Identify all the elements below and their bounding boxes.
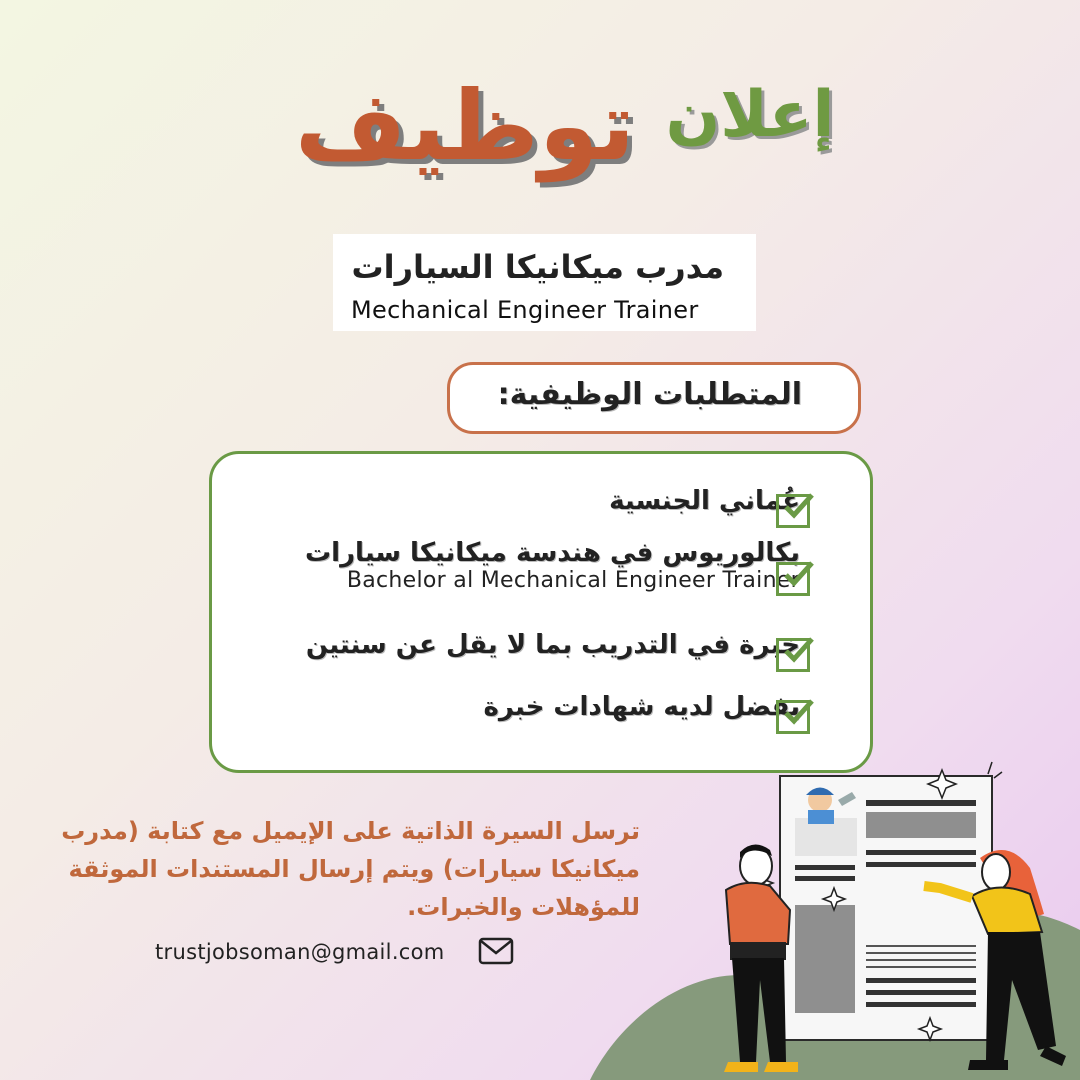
contact-email[interactable]: trustjobsoman@gmail.com	[155, 940, 445, 964]
list-item	[483, 692, 800, 722]
check-box-icon	[776, 494, 810, 528]
requirement-text-english: Bachelor al Mechanical Engineer Trainer	[346, 568, 800, 593]
mail-icon[interactable]	[478, 936, 514, 966]
hiring-title: توظيف	[294, 70, 636, 182]
requirement-text: عُماني الجنسية	[609, 486, 800, 516]
job-title-english: Mechanical Engineer Trainer	[351, 296, 699, 324]
job-title-box	[333, 234, 756, 331]
requirements-list	[209, 451, 873, 773]
application-instructions: ترسل السيرة الذاتية على الإيميل مع كتابة (مدرب ميكانيكا سيارات) ويتم إرسال المستندات الموثقة للمؤهلات والخبرات.	[61, 817, 640, 921]
requirement-text: بكالوريوس في هندسة ميكانيكا سيارات	[305, 538, 800, 568]
check-box-icon	[776, 562, 810, 596]
list-item	[305, 538, 800, 593]
check-box-icon	[776, 638, 810, 672]
requirement-text: خبرة في التدريب بما لا يقل عن سنتين	[305, 630, 800, 660]
job-title-arabic: مدرب ميكانيكا السيارات	[351, 248, 724, 286]
list-item	[306, 630, 800, 660]
requirements-heading-box	[447, 362, 861, 434]
requirement-text: يفضل لديه شهادات خبرة	[483, 692, 800, 722]
requirements-heading: المتطلبات الوظيفية:	[497, 377, 802, 412]
list-item	[609, 486, 800, 516]
announcement-title: إعلان	[665, 78, 835, 152]
check-box-icon	[776, 700, 810, 734]
